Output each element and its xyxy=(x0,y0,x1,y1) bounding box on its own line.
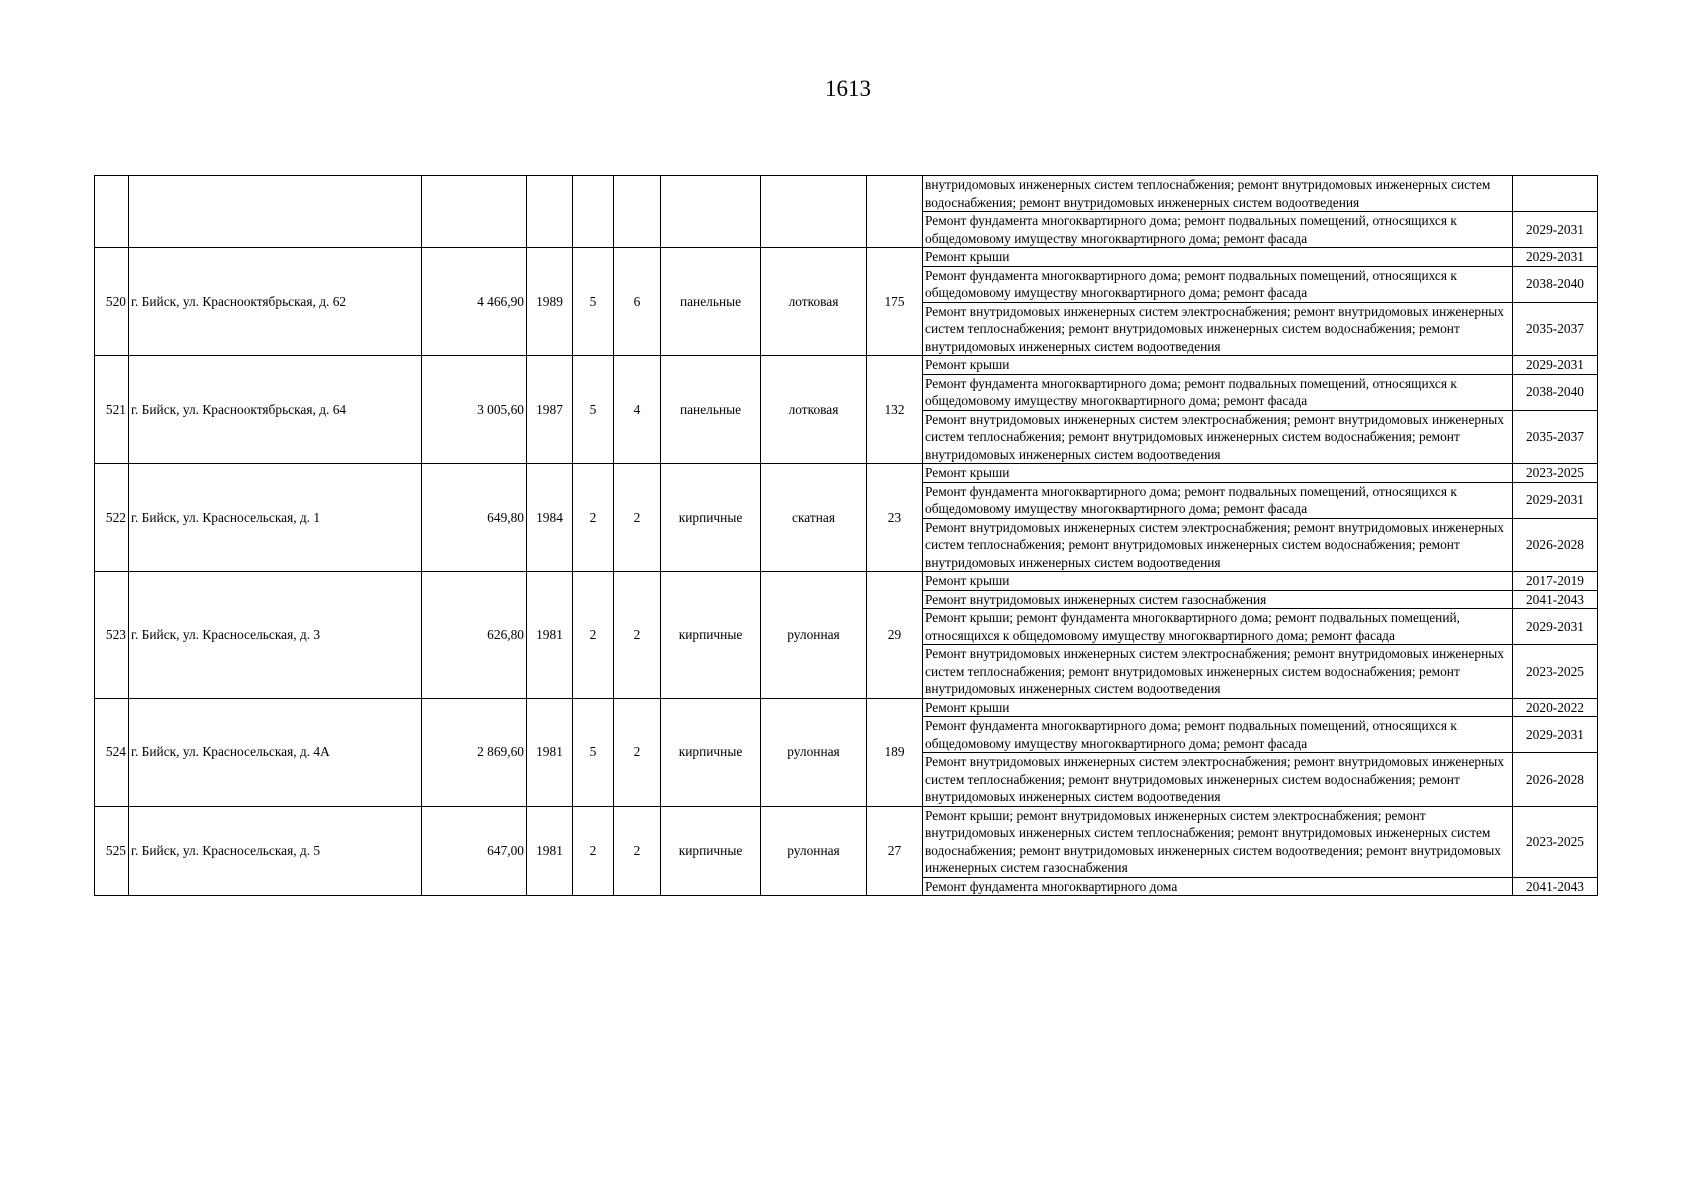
work-cell: Ремонт внутридомовых инженерных систем электроснабжения; ремонт внутридомовых инженерных систем теплоснабжения; ремонт внутридомовых инженерных систем водоснабжения; ремонт внутридомовых инженерных систем водоотведения xyxy=(923,753,1513,807)
building-roof: скатная xyxy=(761,464,867,572)
building-residents: 132 xyxy=(867,356,923,464)
table-row xyxy=(95,356,1598,375)
building-floors: 5 xyxy=(573,356,614,464)
work-cell: Ремонт внутридомовых инженерных систем электроснабжения; ремонт внутридомовых инженерных систем теплоснабжения; ремонт внутридомовых инженерных систем водоснабжения; ремонт внутридомовых инженерных систем водоотведения xyxy=(923,518,1513,572)
continuation-row xyxy=(95,176,1598,212)
building-number: 520 xyxy=(95,248,129,356)
work-cell: Ремонт фундамента многоквартирного дома; ремонт подвальных помещений, относящихся к общедомовому имуществу многоквартирного дома; ремонт фасада xyxy=(923,717,1513,753)
building-year: 1989 xyxy=(527,248,573,356)
building-address: г. Бийск, ул. Красносельская, д. 3 xyxy=(129,572,422,699)
table-row xyxy=(95,572,1598,591)
capital-repair-table xyxy=(94,175,1598,896)
work-cell: Ремонт внутридомовых инженерных систем электроснабжения; ремонт внутридомовых инженерных систем теплоснабжения; ремонт внутридомовых инженерных систем водоснабжения; ремонт внутридомовых инженерных систем водоотведения xyxy=(923,302,1513,356)
building-residents: 29 xyxy=(867,572,923,699)
building-area: 649,80 xyxy=(422,464,527,572)
table-row xyxy=(95,248,1598,267)
work-cell: Ремонт внутридомовых инженерных систем газоснабжения xyxy=(923,590,1513,609)
building-residents: 23 xyxy=(867,464,923,572)
floors-cell xyxy=(573,176,614,248)
building-number: 523 xyxy=(95,572,129,699)
building-floors: 2 xyxy=(573,806,614,896)
building-address: г. Бийск, ул. Красносельская, д. 5 xyxy=(129,806,422,896)
period-cell: 2038-2040 xyxy=(1513,374,1598,410)
building-address: г. Бийск, ул. Краснооктябрьская, д. 62 xyxy=(129,248,422,356)
building-walls: панельные xyxy=(661,356,761,464)
building-area: 626,80 xyxy=(422,572,527,699)
work-cell: Ремонт крыши; ремонт внутридомовых инженерных систем электроснабжения; ремонт внутридомовых инженерных систем теплоснабжения; ремонт внутридомовых инженерных систем водоснабжения; ремонт внутридомовых инженерных систем водоотведения; ремонт внутридомовых инженерных систем газоснабжения xyxy=(923,806,1513,877)
table-row xyxy=(95,698,1598,717)
building-floors: 5 xyxy=(573,248,614,356)
building-number: 522 xyxy=(95,464,129,572)
building-residents: 27 xyxy=(867,806,923,896)
num-cell xyxy=(95,176,129,248)
building-address: г. Бийск, ул. Красносельская, д. 1 xyxy=(129,464,422,572)
building-roof: рулонная xyxy=(761,698,867,806)
work-cell: Ремонт фундамента многоквартирного дома; ремонт подвальных помещений, относящихся к общедомовому имуществу многоквартирного дома; ремонт фасада xyxy=(923,482,1513,518)
building-year: 1987 xyxy=(527,356,573,464)
work-cell: Ремонт фундамента многоквартирного дома; ремонт подвальных помещений, относящихся к общедомовому имуществу многоквартирного дома; ремонт фасада xyxy=(923,212,1513,248)
building-roof: лотковая xyxy=(761,356,867,464)
table-row xyxy=(95,806,1598,877)
period-cell: 2041-2043 xyxy=(1513,877,1598,896)
work-cell: Ремонт крыши; ремонт фундамента многоквартирного дома; ремонт подвальных помещений, относящихся к общедомовому имуществу многоквартирного дома; ремонт фасада xyxy=(923,609,1513,645)
work-cell: Ремонт фундамента многоквартирного дома xyxy=(923,877,1513,896)
period-cell: 2029-2031 xyxy=(1513,212,1598,248)
building-year: 1981 xyxy=(527,572,573,699)
building-entrances: 2 xyxy=(614,572,661,699)
building-address: г. Бийск, ул. Красносельская, д. 4А xyxy=(129,698,422,806)
period-cell: 2023-2025 xyxy=(1513,806,1598,877)
building-year: 1984 xyxy=(527,464,573,572)
work-cell: Ремонт внутридомовых инженерных систем электроснабжения; ремонт внутридомовых инженерных систем теплоснабжения; ремонт внутридомовых инженерных систем водоснабжения; ремонт внутридомовых инженерных систем водоотведения xyxy=(923,645,1513,699)
period-cell: 2035-2037 xyxy=(1513,302,1598,356)
period-cell: 2029-2031 xyxy=(1513,482,1598,518)
building-walls: кирпичные xyxy=(661,572,761,699)
period-cell xyxy=(1513,176,1598,212)
building-year: 1981 xyxy=(527,806,573,896)
building-floors: 2 xyxy=(573,464,614,572)
building-area: 647,00 xyxy=(422,806,527,896)
period-cell: 2026-2028 xyxy=(1513,753,1598,807)
building-walls: панельные xyxy=(661,248,761,356)
period-cell: 2035-2037 xyxy=(1513,410,1598,464)
period-cell: 2038-2040 xyxy=(1513,266,1598,302)
period-cell: 2023-2025 xyxy=(1513,645,1598,699)
building-entrances: 2 xyxy=(614,698,661,806)
period-cell: 2041-2043 xyxy=(1513,590,1598,609)
building-residents: 189 xyxy=(867,698,923,806)
period-cell: 2029-2031 xyxy=(1513,248,1598,267)
year-cell xyxy=(527,176,573,248)
period-cell: 2029-2031 xyxy=(1513,356,1598,375)
building-address: г. Бийск, ул. Краснооктябрьская, д. 64 xyxy=(129,356,422,464)
roof-cell xyxy=(761,176,867,248)
period-cell: 2026-2028 xyxy=(1513,518,1598,572)
residents-cell xyxy=(867,176,923,248)
walls-cell xyxy=(661,176,761,248)
period-cell: 2020-2022 xyxy=(1513,698,1598,717)
period-cell: 2023-2025 xyxy=(1513,464,1598,483)
work-cell: Ремонт крыши xyxy=(923,698,1513,717)
period-cell: 2029-2031 xyxy=(1513,609,1598,645)
building-entrances: 2 xyxy=(614,806,661,896)
building-area: 3 005,60 xyxy=(422,356,527,464)
table-body xyxy=(95,176,1598,896)
work-cell: Ремонт крыши xyxy=(923,248,1513,267)
work-cell: Ремонт крыши xyxy=(923,464,1513,483)
building-number: 525 xyxy=(95,806,129,896)
building-area: 2 869,60 xyxy=(422,698,527,806)
period-cell: 2029-2031 xyxy=(1513,717,1598,753)
building-walls: кирпичные xyxy=(661,698,761,806)
work-cell: Ремонт фундамента многоквартирного дома; ремонт подвальных помещений, относящихся к общедомовому имуществу многоквартирного дома; ремонт фасада xyxy=(923,266,1513,302)
building-entrances: 4 xyxy=(614,356,661,464)
building-roof: рулонная xyxy=(761,572,867,699)
building-year: 1981 xyxy=(527,698,573,806)
work-cell: Ремонт внутридомовых инженерных систем электроснабжения; ремонт внутридомовых инженерных систем теплоснабжения; ремонт внутридомовых инженерных систем водоснабжения; ремонт внутридомовых инженерных систем водоотведения xyxy=(923,410,1513,464)
building-entrances: 6 xyxy=(614,248,661,356)
period-cell: 2017-2019 xyxy=(1513,572,1598,591)
building-residents: 175 xyxy=(867,248,923,356)
building-walls: кирпичные xyxy=(661,806,761,896)
table-row xyxy=(95,464,1598,483)
building-roof: рулонная xyxy=(761,806,867,896)
building-walls: кирпичные xyxy=(661,464,761,572)
work-cell: Ремонт крыши xyxy=(923,572,1513,591)
page-number: 1613 xyxy=(825,76,871,101)
entrances-cell xyxy=(614,176,661,248)
work-cell: Ремонт фундамента многоквартирного дома; ремонт подвальных помещений, относящихся к общедомовому имуществу многоквартирного дома; ремонт фасада xyxy=(923,374,1513,410)
work-cell: внутридомовых инженерных систем теплоснабжения; ремонт внутридомовых инженерных систем водоснабжения; ремонт внутридомовых инженерных систем водоотведения xyxy=(923,176,1513,212)
building-entrances: 2 xyxy=(614,464,661,572)
area-cell xyxy=(422,176,527,248)
address-cell xyxy=(129,176,422,248)
building-roof: лотковая xyxy=(761,248,867,356)
building-area: 4 466,90 xyxy=(422,248,527,356)
building-number: 524 xyxy=(95,698,129,806)
building-floors: 2 xyxy=(573,572,614,699)
work-cell: Ремонт крыши xyxy=(923,356,1513,375)
building-number: 521 xyxy=(95,356,129,464)
building-floors: 5 xyxy=(573,698,614,806)
